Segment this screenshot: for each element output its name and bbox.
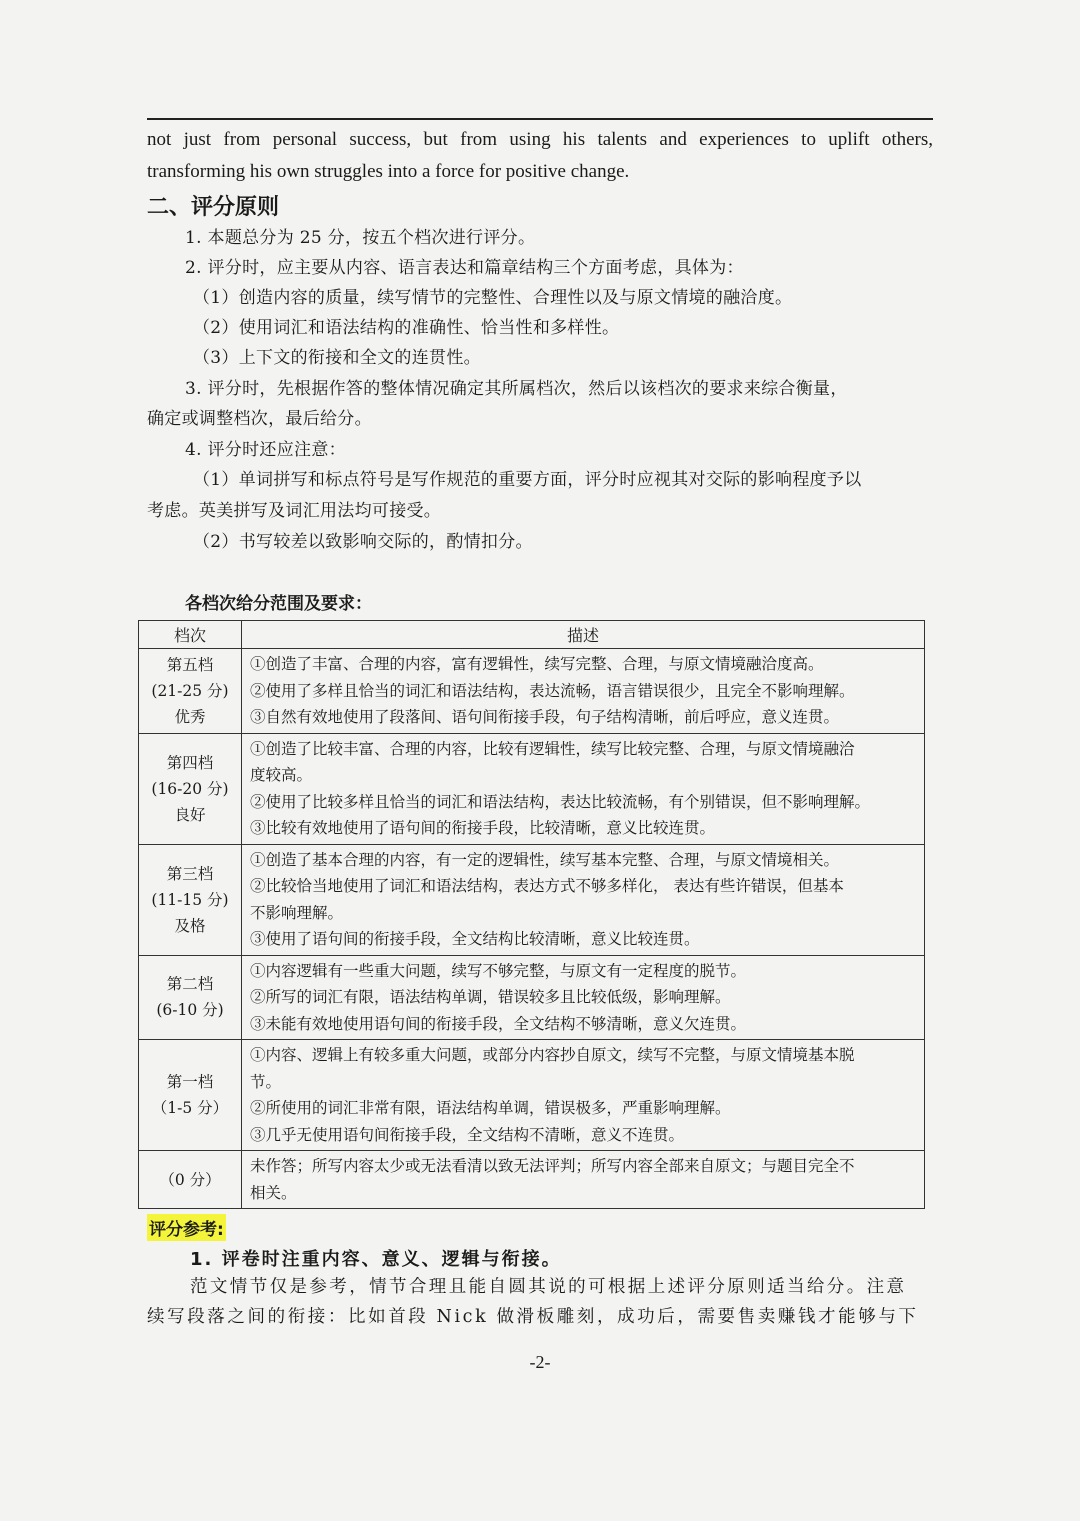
intro-line-2: transforming his own struggles into a force for positive change.	[147, 161, 630, 182]
description-line: ③自然有效地使用了段落间、语句间衔接手段，句子结构清晰，前后呼应，意义连贯。	[250, 708, 840, 726]
level-name: （0 分）	[159, 1170, 221, 1189]
reference-paragraph-line-2: 续写段落之间的衔接：比如首段 Nick 做滑板雕刻，成功后，需要售卖赚钱才能够与下	[147, 1307, 919, 1327]
description-line: ③未能有效地使用语句间的衔接手段，全文结构不够清晰，意义欠连贯。	[250, 1014, 747, 1033]
level-cell	[139, 844, 242, 955]
reference-label: 评分参考:	[147, 1214, 226, 1241]
level-cell	[139, 1040, 242, 1151]
level-range: (21-25 分)	[151, 681, 229, 700]
level-cell	[139, 649, 242, 734]
description-cell	[242, 649, 925, 734]
description-line: ③比较有效地使用了语句间的衔接手段，比较清晰，意义比较连贯。	[250, 819, 716, 837]
level-name: 第三档	[166, 864, 214, 883]
description-line: ②使用了比较多样且恰当的词汇和语法结构，表达比较流畅，有个别错误，但不影响理解。	[250, 792, 871, 811]
level-range: (16-20 分)	[151, 779, 229, 798]
table-row	[139, 1151, 925, 1209]
description-line: ①内容、逻辑上有较多重大问题，或部分内容抄自原文，续写不完整，与原文情境基本脱	[250, 1046, 855, 1064]
rule-item-1: 1. 本题总分为 25 分，按五个档次进行评分。	[185, 228, 536, 248]
level-name: 第五档	[166, 655, 214, 674]
description-line: ③几乎无使用语句间衔接手段，全文结构不清晰，意义不连贯。	[250, 1125, 685, 1144]
top-rule	[147, 118, 933, 120]
level-name: 第一档	[166, 1073, 214, 1091]
description-line: ②比较恰当地使用了词汇和语法结构，表达方式不够多样化， 表达有些许错误，但基本	[250, 877, 844, 895]
description-line: 度较高。	[250, 766, 313, 784]
level-grade: 优秀	[174, 707, 206, 726]
rule-subitem-4-1: （1）单词拼写和标点符号是写作规范的重要方面，评分时应视其对交际的影响程度予以	[193, 470, 862, 490]
level-cell	[139, 955, 242, 1040]
description-line: ①内容逻辑有一些重大问题，续写不够完整，与原文有一定程度的脱节。	[250, 961, 747, 980]
description-line: 相关。	[250, 1183, 297, 1202]
reference-paragraph-line-1: 范文情节仅是参考，情节合理且能自圆其说的可根据上述评分原则适当给分。注意	[190, 1277, 907, 1297]
description-line: 未作答；所写内容太少或无法看清以致无法评判；所写内容全部来自原文；与题目完全不	[250, 1157, 855, 1175]
rule-subitem-4-1-cont: 考虑。英美拼写及词汇用法均可接受。	[147, 501, 442, 521]
rule-subitem-2-3: （3）上下文的衔接和全文的连贯性。	[193, 348, 481, 368]
description-cell	[242, 1040, 925, 1151]
level-range: （1-5 分）	[151, 1099, 229, 1117]
level-name: 第二档	[166, 975, 214, 994]
rule-item-3-cont: 确定或调整档次，最后给分。	[147, 409, 372, 429]
description-line: ②所使用的词汇非常有限，语法结构单调，错误极多，严重影响理解。	[250, 1099, 731, 1117]
rule-subitem-2-1: （1）创造内容的质量，续写情节的完整性、合理性以及与原文情境的融洽度。	[193, 288, 793, 308]
level-grade: 良好	[174, 805, 206, 824]
description-line: ③使用了语句间的衔接手段，全文结构比较清晰，意义比较连贯。	[250, 930, 700, 948]
description-line: ②所写的词汇有限，语法结构单调，错误较多且比较低级，影响理解。	[250, 988, 731, 1006]
intro-line-1: not just from personal success, but from using his talents and experiences to uplift others,	[147, 129, 933, 150]
table-title: 各档次给分范围及要求：	[185, 594, 372, 614]
level-cell	[139, 733, 242, 844]
grading-table	[138, 620, 925, 1209]
rule-subitem-2-2: （2）使用词汇和语法结构的准确性、恰当性和多样性。	[193, 318, 620, 338]
description-cell	[242, 955, 925, 1040]
table-row	[139, 733, 925, 844]
table-row	[139, 955, 925, 1040]
description-line: ②使用了多样且恰当的词汇和语法结构，表达流畅，语言错误很少，且完全不影响理解。	[250, 681, 855, 700]
description-line: 不影响理解。	[250, 903, 344, 922]
header-description: 描述	[242, 621, 925, 649]
page-number: -2-	[529, 1352, 551, 1372]
description-line: ①创造了丰富、合理的内容，富有逻辑性，续写完整、合理，与原文情境融洽度高。	[250, 655, 824, 673]
table-row	[139, 1040, 925, 1151]
level-cell	[139, 1151, 242, 1209]
header-level: 档次	[139, 621, 242, 649]
description-line: 节。	[250, 1072, 282, 1091]
level-range: (11-15 分)	[151, 890, 229, 909]
rule-item-2: 2. 评分时，应主要从内容、语言表达和篇章结构三个方面考虑，具体为：	[185, 258, 744, 278]
section-heading: 二、评分原则	[147, 195, 280, 220]
description-cell	[242, 1151, 925, 1209]
rule-item-4: 4. 评分时还应注意：	[185, 440, 346, 460]
description-line: ①创造了基本合理的内容，有一定的逻辑性，续写基本完整、合理，与原文情境相关。	[250, 850, 840, 869]
rule-item-3: 3. 评分时，先根据作答的整体情况确定其所属档次，然后以该档次的要求来综合衡量，	[185, 379, 848, 399]
description-line: ①创造了比较丰富、合理的内容，比较有逻辑性，续写比较完整、合理，与原文情境融洽	[250, 739, 855, 758]
table-row	[139, 844, 925, 955]
level-range: (6-10 分)	[156, 1001, 224, 1020]
reference-point-1: 1. 评卷时注重内容、意义、逻辑与衔接。	[190, 1249, 562, 1270]
description-cell	[242, 844, 925, 955]
level-grade: 及格	[174, 916, 206, 935]
table-row	[139, 649, 925, 734]
description-cell	[242, 733, 925, 844]
level-name: 第四档	[166, 753, 214, 772]
rule-subitem-4-2: （2）书写较差以致影响交际的，酌情扣分。	[193, 532, 533, 552]
table-header-row	[139, 621, 925, 649]
